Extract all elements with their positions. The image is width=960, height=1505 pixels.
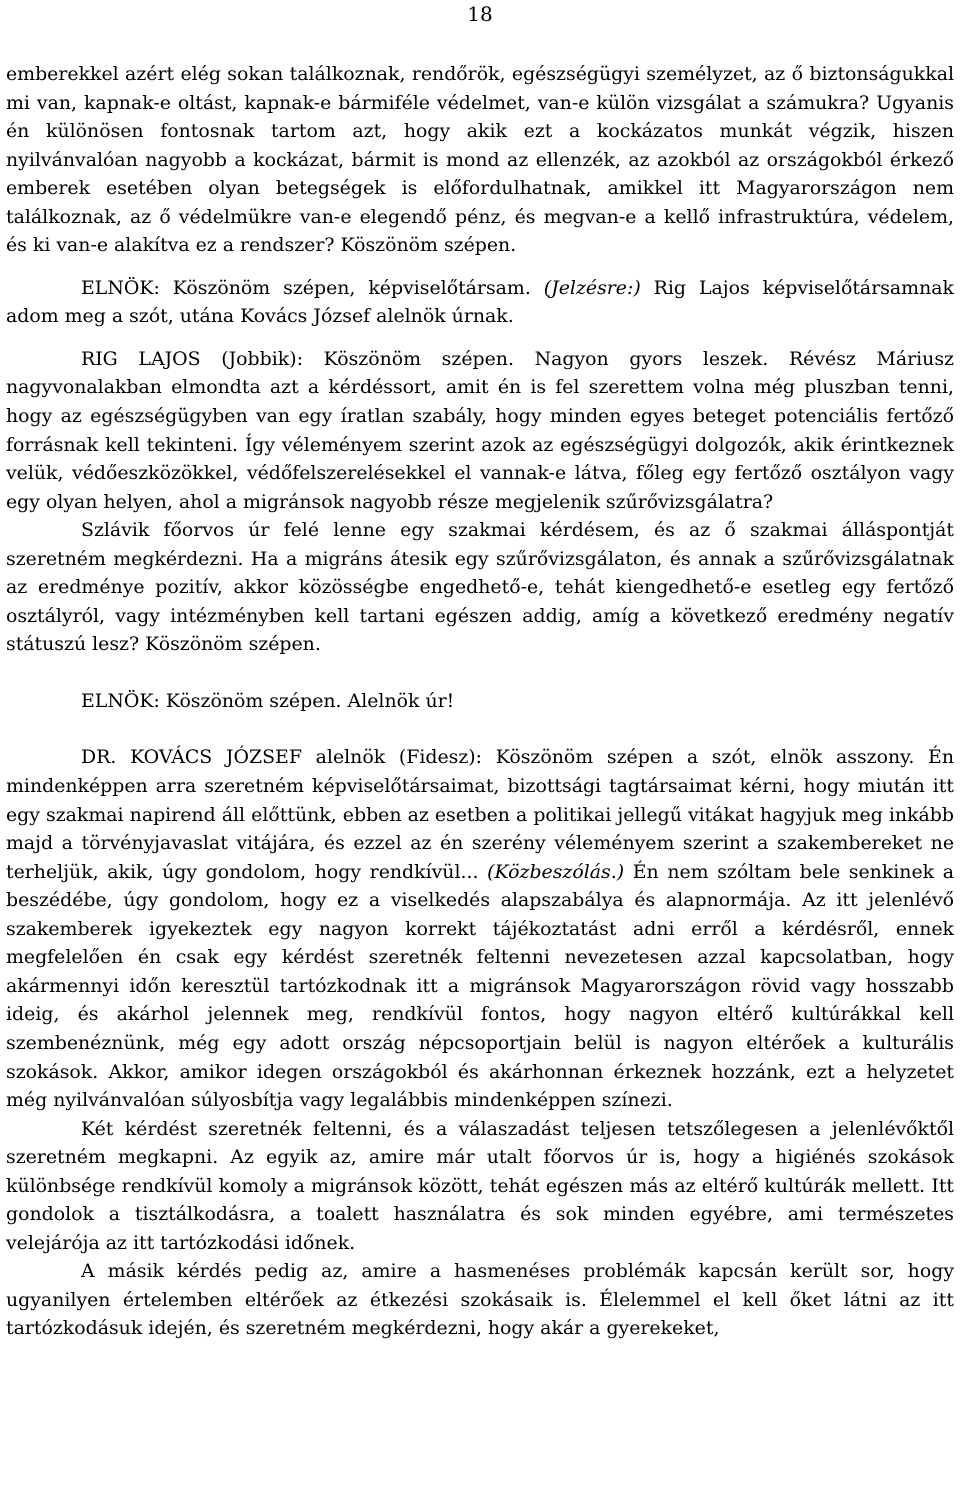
paragraph-rig-lajos bbox=[6, 345, 954, 516]
paragraph-kovacs-jozsef-2 bbox=[6, 1115, 954, 1258]
speech-text: ELNÖK: Köszönöm szépen. Alelnök úr! bbox=[81, 689, 455, 712]
page-number: 18 bbox=[467, 2, 493, 26]
paragraph-elnok-alelnok bbox=[6, 687, 954, 716]
paragraph-elnok-rig bbox=[6, 274, 954, 331]
speech-text: Két kérdést szeretnék feltenni, és a válaszadást teljesen tetszőlegesen a jelenlévőktől szeretném megkapni. Az egyik az, amire már utalt főorvos úr is, hogy a higiénés szokások különbsége rendkívül komoly a migránsok között, tehát egészen más az eltérő kultúrák mellett. Itt gondolok a tisztálkodásra, a toalett használatra és sok minden egyébre, ami természetes velejárója az itt tartózkodási időnek. bbox=[6, 1117, 954, 1254]
paragraph-kovacs-jozsef-3 bbox=[6, 1257, 954, 1343]
stage-direction: (Jelzésre:) bbox=[543, 276, 641, 299]
paragraph-kovacs-jozsef bbox=[6, 743, 954, 1114]
speech-text: DR. KOVÁCS JÓZSEF alelnök (Fidesz): Köszönöm szépen a szót, elnök asszony. Én mindenképpen arra szeretném képviselőtársaimat, bizottsági tagtársaimat kérni, hogy miután itt egy szakmai napirend áll előttünk, ebben az esetben a politikai jellegű vitákat hagyjuk meg inkább majd a törvényjavaslat vitájára, és ezzel az én szerény véleményem szerint a szakembereket ne terheljük, akik, úgy gondolom, hogy rendkívül... bbox=[6, 746, 954, 883]
paragraph-1-text: emberekkel azért elég sokan találkoznak, rendőrök, egészségügyi személyzet, az ő biztonságukkal mi van, kapnak-e oltást, kapnak-e bármiféle védelmet, van-e külön vizsgálat a számukra? Ugyanis én különösen fontosnak tartom azt, hogy akik ezt a kockázatos munkát végzik, hiszen nyilvánvalóan nagyobb a kockázat, bármit is mond az ellenzék, az azokból az országokból érkező emberek esetében olyan betegségek is előfordulhatnak, amikkel itt Magyarországon nem találkoznak, az ő védelmükre van-e elegendő pénz, és megvan-e a kellő infrastruktúra, védelem, és ki van-e alakítva ez a rendszer? Köszönöm szépen. bbox=[6, 63, 954, 257]
stage-direction: (Közbeszólás.) bbox=[487, 860, 625, 883]
speech-text: ELNÖK: Köszönöm szépen, képviselőtársam. bbox=[81, 276, 544, 299]
speech-text: Szlávik főorvos úr felé lenne egy szakmai kérdésem, és az ő szakmai álláspontját szeretném megkérdezni. Ha a migráns átesik egy szűrővizsgálaton, és annak a szűrővizsgálatnak az eredménye pozitív, akkor közösségbe engedhető-e, tehát kiengedhető-e esetleg egy fertőző osztályról, vagy intézményben kell tartani egészen addig, amíg a következő eredmény negatív státuszú lesz? Köszönöm szépen. bbox=[6, 519, 954, 656]
paragraph-1 bbox=[6, 60, 954, 260]
document-body bbox=[6, 60, 954, 1343]
paragraph-rig-lajos-2 bbox=[6, 516, 954, 659]
speech-text: A másik kérdés pedig az, amire a hasmenéses problémák kapcsán került sor, hogy ugyanilyen értelemben eltérőek az étkezési szokásaik is. Élelemmel el kell őket látni az itt tartózkodásuk idején, és szeretném megkérdezni, hogy akár a gyerekeket, bbox=[6, 1260, 954, 1340]
speech-text-cont: Rig Lajos képviselőtársamnak adom meg a szót, utána Kovács József alelnök úrnak. bbox=[6, 276, 954, 328]
speech-text-cont: Én nem szóltam bele senkinek a beszédébe, úgy gondolom, hogy ez a viselkedés alapszabálya és alapnormája. Az itt jelenlévő szakemberek igyekeztek egy nagyon korrekt tájékoztatást adni erről a kérdésről, ennek megfelelően én csak egy kérdést szeretnék feltenni nevezetesen azzal kapcsolatban, hogy akármennyi időn keresztül tartózkodnak itt a migránsok Magyarországon rövid vagy hosszabb ideig, és akárhol jelennek meg, rendkívül fontos, hogy nagyon eltérő kultúrákkal kell szembenéznünk, még egy adott ország népcsoportjain belül is nagyon eltérőek a kulturális szokások. Akkor, amikor idegen országokból és akárhonnan érkeznek hozzánk, ezt a helyzetet még nyilvánvalóan súlyosbítja vagy legalábbis mindenképpen színezi. bbox=[6, 860, 954, 1112]
speech-text: RIG LAJOS (Jobbik): Köszönöm szépen. Nagyon gyors leszek. Révész Máriusz nagyvonalakban elmondta azt a kérdéssort, amit én is fel szerettem volna még pluszban tenni, hogy az egészségügyben van egy íratlan szabály, hogy minden egyes beteget potenciális fertőző forrásnak kell tekinteni. Így véleményem szerint azok az egészségügyi dolgozók, akik érintkeznek velük, védőeszközökkel, védőfelszerelésekkel el vannak-e látva, főleg egy fertőző osztályon vagy egy olyan helyen, ahol a migránsok nagyobb része megjelenik szűrővizsgálatra? bbox=[6, 347, 954, 513]
